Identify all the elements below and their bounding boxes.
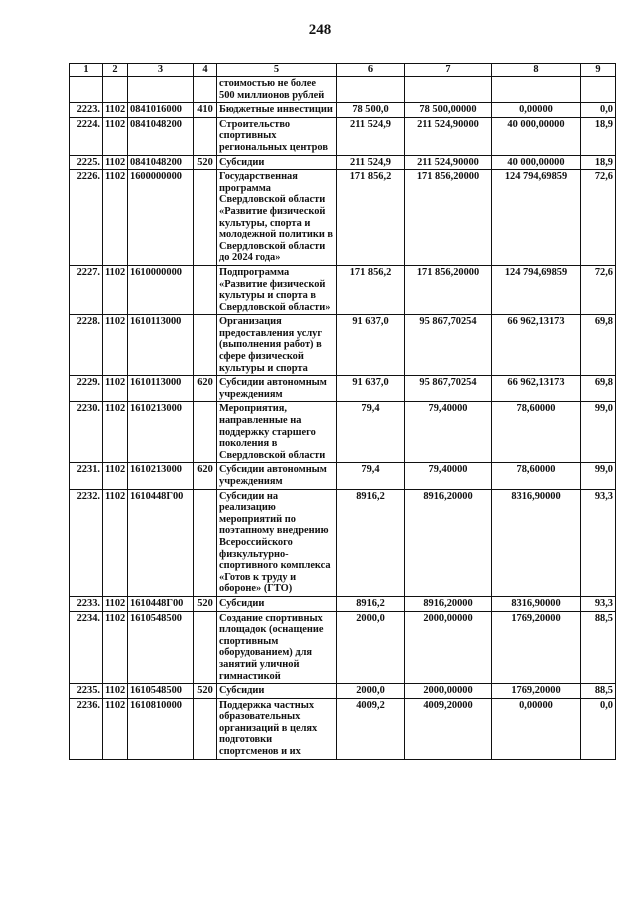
expense-type-cell: [194, 402, 217, 463]
expense-type-cell: [194, 611, 217, 684]
item-name-cell: Мероприятия, направленные на поддержку старшего поколения в Свердловской области: [217, 402, 337, 463]
expense-type-cell: 520: [194, 684, 217, 699]
target-article-cell: 1610213000: [128, 463, 194, 489]
executed-amount-cell: 40 000,00000: [492, 155, 581, 170]
specified-amount-cell: 211 524,90000: [405, 117, 492, 155]
executed-amount-cell: 124 794,69859: [492, 170, 581, 266]
target-article-cell: 1600000000: [128, 170, 194, 266]
item-name-cell: Субсидии: [217, 596, 337, 611]
expense-type-cell: [194, 265, 217, 314]
executed-amount-cell: 124 794,69859: [492, 265, 581, 314]
specified-amount-cell: 79,40000: [405, 463, 492, 489]
approved-amount-cell: 4009,2: [337, 698, 405, 759]
execution-percent-cell: 99,0: [581, 402, 616, 463]
execution-percent-cell: 93,3: [581, 489, 616, 596]
execution-percent-cell: 0,0: [581, 103, 616, 118]
target-article-cell: 0841048200: [128, 117, 194, 155]
section-code-cell: 1102: [103, 402, 128, 463]
table-row: [70, 265, 616, 314]
item-name-cell: Субсидии автономным учреждениям: [217, 376, 337, 402]
column-header: 4: [194, 64, 217, 77]
expense-type-cell: [194, 117, 217, 155]
target-article-cell: 1610810000: [128, 698, 194, 759]
section-code-cell: 1102: [103, 103, 128, 118]
executed-amount-cell: 1769,20000: [492, 611, 581, 684]
expense-type-cell: 410: [194, 103, 217, 118]
item-name-cell: Строительство спортивных региональных центров: [217, 117, 337, 155]
column-header: 3: [128, 64, 194, 77]
approved-amount-cell: 171 856,2: [337, 265, 405, 314]
section-code-cell: 1102: [103, 684, 128, 699]
row-number-cell: 2232.: [70, 489, 103, 596]
section-code-cell: 1102: [103, 315, 128, 376]
approved-amount-cell: 2000,0: [337, 684, 405, 699]
row-number-cell: 2235.: [70, 684, 103, 699]
target-article-cell: 1610000000: [128, 265, 194, 314]
table-row: [70, 684, 616, 699]
row-number-cell: 2233.: [70, 596, 103, 611]
column-header: 8: [492, 64, 581, 77]
execution-percent-cell: 72,6: [581, 265, 616, 314]
execution-percent-cell: 69,8: [581, 376, 616, 402]
table-body: [70, 77, 616, 760]
target-article-cell: 1610548500: [128, 684, 194, 699]
approved-amount-cell: [337, 77, 405, 103]
section-code-cell: 1102: [103, 463, 128, 489]
executed-amount-cell: 66 962,13173: [492, 315, 581, 376]
item-name-cell: стоимостью не более 500 миллионов рублей: [217, 77, 337, 103]
header-row: [70, 64, 616, 77]
section-code-cell: 1102: [103, 170, 128, 266]
column-header: 1: [70, 64, 103, 77]
item-name-cell: Субсидии автономным учреждениям: [217, 463, 337, 489]
section-code-cell: 1102: [103, 698, 128, 759]
execution-percent-cell: 69,8: [581, 315, 616, 376]
table-row: [70, 117, 616, 155]
table-row: [70, 489, 616, 596]
specified-amount-cell: 2000,00000: [405, 611, 492, 684]
table-row: [70, 103, 616, 118]
specified-amount-cell: [405, 77, 492, 103]
executed-amount-cell: 78,60000: [492, 463, 581, 489]
row-number-cell: 2223.: [70, 103, 103, 118]
table-row: [70, 596, 616, 611]
approved-amount-cell: 79,4: [337, 463, 405, 489]
row-number-cell: 2226.: [70, 170, 103, 266]
expense-type-cell: [194, 315, 217, 376]
section-code-cell: 1102: [103, 155, 128, 170]
specified-amount-cell: 79,40000: [405, 402, 492, 463]
section-code-cell: 1102: [103, 117, 128, 155]
section-code-cell: [103, 77, 128, 103]
target-article-cell: [128, 77, 194, 103]
column-header: 9: [581, 64, 616, 77]
executed-amount-cell: 0,00000: [492, 103, 581, 118]
execution-percent-cell: [581, 77, 616, 103]
item-name-cell: Субсидии на реализацию мероприятий по поэтапному внедрению Всероссийского физкультурно-спортивного комплекса «Готов к труду и обороне» (ГТО): [217, 489, 337, 596]
target-article-cell: 1610548500: [128, 611, 194, 684]
target-article-cell: 1610113000: [128, 376, 194, 402]
specified-amount-cell: 171 856,20000: [405, 170, 492, 266]
specified-amount-cell: 2000,00000: [405, 684, 492, 699]
specified-amount-cell: 78 500,00000: [405, 103, 492, 118]
item-name-cell: Субсидии: [217, 684, 337, 699]
execution-percent-cell: 0,0: [581, 698, 616, 759]
expense-type-cell: 620: [194, 376, 217, 402]
execution-percent-cell: 88,5: [581, 684, 616, 699]
execution-percent-cell: 18,9: [581, 117, 616, 155]
row-number-cell: 2225.: [70, 155, 103, 170]
column-header: 5: [217, 64, 337, 77]
table-row: [70, 77, 616, 103]
item-name-cell: Подпрограмма «Развитие физической культуры и спорта в Свердловской области»: [217, 265, 337, 314]
table-row: [70, 402, 616, 463]
table-row: [70, 698, 616, 759]
expense-type-cell: 620: [194, 463, 217, 489]
executed-amount-cell: 8316,90000: [492, 596, 581, 611]
target-article-cell: 0841016000: [128, 103, 194, 118]
approved-amount-cell: 91 637,0: [337, 315, 405, 376]
executed-amount-cell: 1769,20000: [492, 684, 581, 699]
row-number-cell: 2224.: [70, 117, 103, 155]
approved-amount-cell: 211 524,9: [337, 117, 405, 155]
table-row: [70, 463, 616, 489]
target-article-cell: 0841048200: [128, 155, 194, 170]
target-article-cell: 1610113000: [128, 315, 194, 376]
executed-amount-cell: 66 962,13173: [492, 376, 581, 402]
approved-amount-cell: 8916,2: [337, 596, 405, 611]
approved-amount-cell: 171 856,2: [337, 170, 405, 266]
execution-percent-cell: 88,5: [581, 611, 616, 684]
item-name-cell: Поддержка частных образовательных организаций в целях подготовки спортсменов и их: [217, 698, 337, 759]
approved-amount-cell: 91 637,0: [337, 376, 405, 402]
row-number-cell: 2228.: [70, 315, 103, 376]
row-number-cell: [70, 77, 103, 103]
page-number: 248: [308, 22, 332, 38]
row-number-cell: 2229.: [70, 376, 103, 402]
item-name-cell: Бюджетные инвестиции: [217, 103, 337, 118]
executed-amount-cell: 0,00000: [492, 698, 581, 759]
executed-amount-cell: 8316,90000: [492, 489, 581, 596]
expense-type-cell: [194, 698, 217, 759]
expense-type-cell: 520: [194, 155, 217, 170]
table-row: [70, 315, 616, 376]
approved-amount-cell: 79,4: [337, 402, 405, 463]
specified-amount-cell: 211 524,90000: [405, 155, 492, 170]
specified-amount-cell: 4009,20000: [405, 698, 492, 759]
target-article-cell: 1610448Г00: [128, 596, 194, 611]
specified-amount-cell: 8916,20000: [405, 489, 492, 596]
expense-type-cell: [194, 170, 217, 266]
budget-table: [69, 63, 616, 760]
table-row: [70, 170, 616, 266]
expense-type-cell: 520: [194, 596, 217, 611]
column-header: 6: [337, 64, 405, 77]
specified-amount-cell: 8916,20000: [405, 596, 492, 611]
specified-amount-cell: 95 867,70254: [405, 315, 492, 376]
approved-amount-cell: 78 500,0: [337, 103, 405, 118]
specified-amount-cell: 95 867,70254: [405, 376, 492, 402]
executed-amount-cell: 78,60000: [492, 402, 581, 463]
section-code-cell: 1102: [103, 489, 128, 596]
row-number-cell: 2231.: [70, 463, 103, 489]
item-name-cell: Организация предоставления услуг (выполнения работ) в сфере физической культуры и спорта: [217, 315, 337, 376]
section-code-cell: 1102: [103, 611, 128, 684]
approved-amount-cell: 211 524,9: [337, 155, 405, 170]
row-number-cell: 2236.: [70, 698, 103, 759]
execution-percent-cell: 99,0: [581, 463, 616, 489]
section-code-cell: 1102: [103, 596, 128, 611]
expense-type-cell: [194, 489, 217, 596]
section-code-cell: 1102: [103, 376, 128, 402]
executed-amount-cell: [492, 77, 581, 103]
row-number-cell: 2227.: [70, 265, 103, 314]
approved-amount-cell: 8916,2: [337, 489, 405, 596]
executed-amount-cell: 40 000,00000: [492, 117, 581, 155]
section-code-cell: 1102: [103, 265, 128, 314]
row-number-cell: 2234.: [70, 611, 103, 684]
specified-amount-cell: 171 856,20000: [405, 265, 492, 314]
column-header: 2: [103, 64, 128, 77]
execution-percent-cell: 72,6: [581, 170, 616, 266]
target-article-cell: 1610448Г00: [128, 489, 194, 596]
column-header: 7: [405, 64, 492, 77]
table-row: [70, 611, 616, 684]
table-row: [70, 376, 616, 402]
item-name-cell: Субсидии: [217, 155, 337, 170]
target-article-cell: 1610213000: [128, 402, 194, 463]
execution-percent-cell: 93,3: [581, 596, 616, 611]
table-row: [70, 155, 616, 170]
row-number-cell: 2230.: [70, 402, 103, 463]
approved-amount-cell: 2000,0: [337, 611, 405, 684]
item-name-cell: Государственная программа Свердловской области «Развитие физической культуры, спорта и молодежной политики в Свердловской области до 2024 года»: [217, 170, 337, 266]
execution-percent-cell: 18,9: [581, 155, 616, 170]
expense-type-cell: [194, 77, 217, 103]
item-name-cell: Создание спортивных площадок (оснащение спортивным оборудованием) для занятий уличной гимнастикой: [217, 611, 337, 684]
